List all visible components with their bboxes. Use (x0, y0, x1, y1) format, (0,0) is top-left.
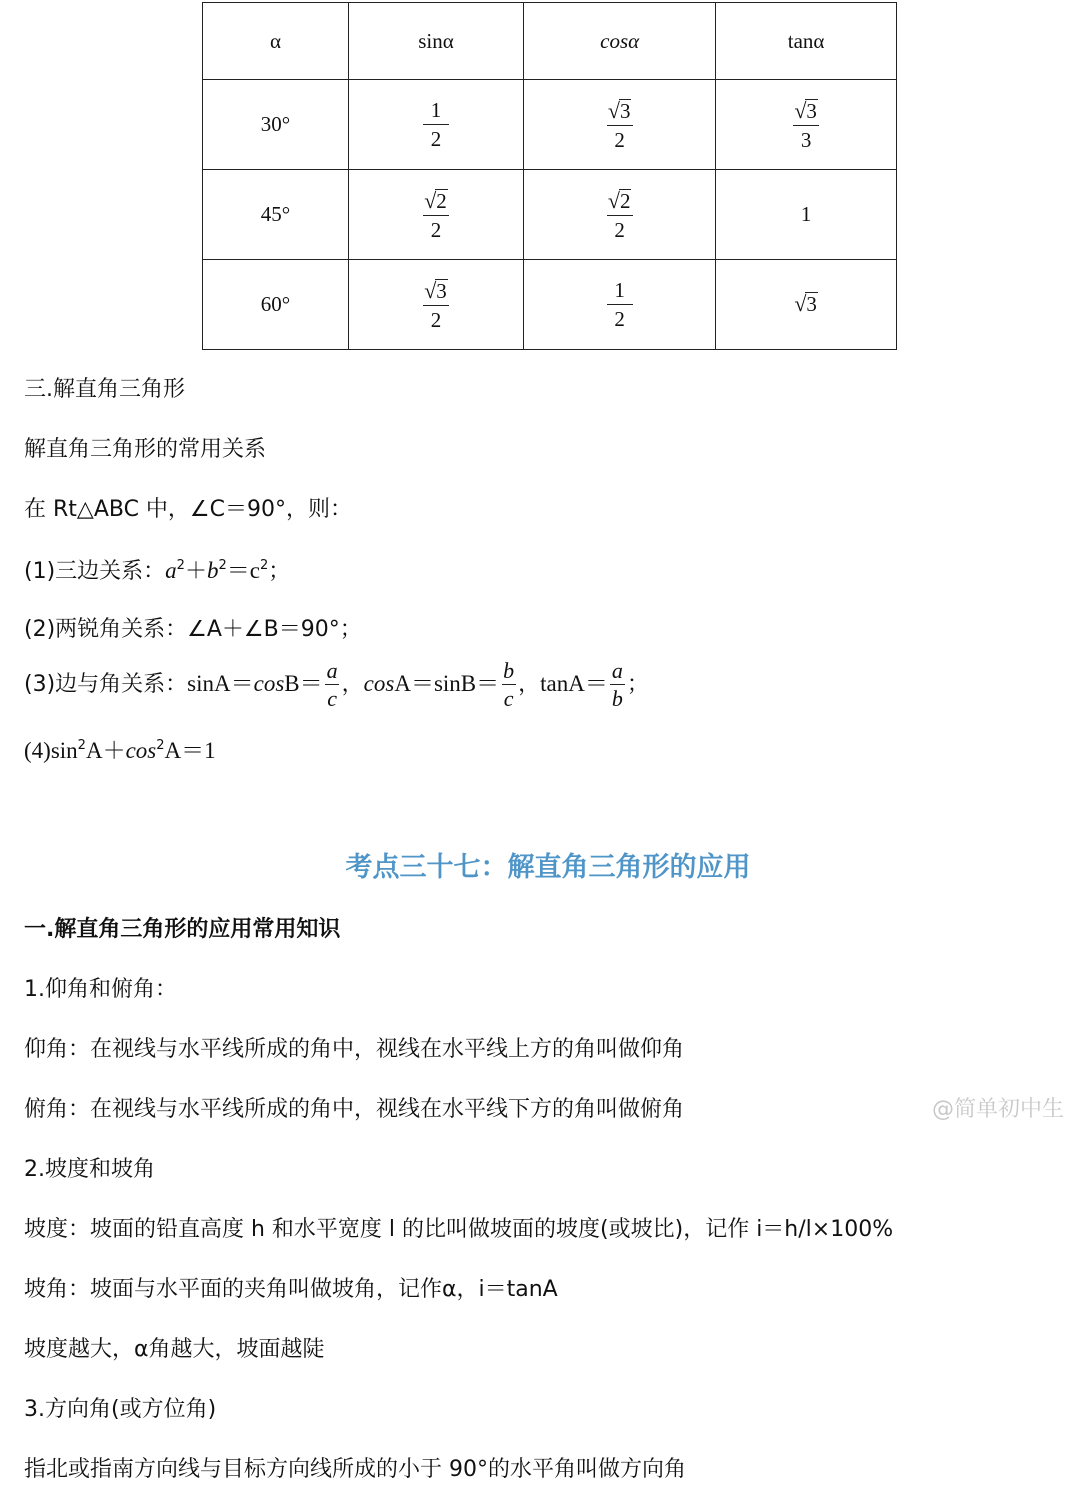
angle-cell: 30° (203, 80, 349, 170)
item4-prefix: (4)sin (24, 738, 78, 763)
fraction (605, 99, 635, 151)
cos-text: cos (253, 671, 285, 696)
sqrt-expression (424, 189, 448, 212)
header-tan: tanα (716, 3, 897, 80)
fraction (791, 99, 821, 151)
b-eq: B＝ (284, 671, 323, 696)
sin60-cell (348, 260, 523, 350)
sin-a-eq: sinA＝ (187, 671, 254, 696)
sqrt-sign: √ (607, 187, 620, 213)
topic-line: 1.仰角和俯角： (24, 977, 177, 1002)
topic-line: 坡度越大，α角越大，坡面越陡 (24, 1337, 325, 1362)
sqrt-sign: √ (424, 277, 437, 303)
topic-title: 考点三十七：解直角三角形的应用 (345, 852, 751, 883)
a-eq-sinb: A＝sinB＝ (394, 671, 500, 696)
fraction (607, 277, 633, 331)
relation-item-4 (24, 732, 216, 765)
fraction (605, 189, 635, 241)
numerator: 1 (614, 277, 625, 302)
section3-heading: 三.解直角三角形 (24, 377, 185, 402)
fraction-a-over-b (610, 660, 625, 710)
radicand: 3 (436, 278, 447, 303)
fraction (421, 189, 451, 241)
plus-sign: ＋ (184, 559, 207, 584)
sqrt-expression (424, 279, 448, 302)
tan30-cell (716, 80, 897, 170)
semicolon: ； (268, 559, 291, 584)
sqrt-sign: √ (607, 97, 620, 123)
item-label: (3)边与角关系： (24, 672, 188, 697)
exponent: 2 (218, 558, 227, 573)
exponent: 2 (176, 558, 185, 573)
tan45-cell: 1 (716, 170, 897, 260)
semicolon: ； (626, 672, 649, 697)
header-cos: cosα (524, 3, 716, 80)
numerator: a (326, 658, 338, 683)
exponent: 2 (77, 738, 86, 753)
var-b: b (206, 558, 219, 583)
tan60-cell (716, 260, 897, 350)
numerator: b (503, 658, 515, 683)
fraction (423, 97, 449, 151)
tan-a-eq: tanA＝ (540, 671, 608, 696)
topic-line: 坡角：坡面与水平面的夹角叫做坡角，记作α，i＝tanA (24, 1277, 558, 1302)
exponent: 2 (259, 558, 269, 573)
sqrt-expression (794, 292, 818, 315)
topic-line: 指北或指南方向线与目标方向线所成的小于 90°的水平角叫做方向角 (24, 1457, 686, 1482)
sqrt-expression (794, 99, 818, 122)
radicand: 3 (619, 98, 631, 123)
cos-text: cos (125, 738, 157, 763)
sin30-cell (348, 80, 523, 170)
radicand: 3 (806, 292, 817, 316)
numerator: a (611, 658, 623, 683)
condition-line: 在 Rt△ABC 中，∠C＝90°，则： (24, 497, 353, 522)
angle-cell: 60° (203, 260, 349, 350)
denominator: c (503, 686, 514, 711)
relation-item-1 (24, 552, 290, 585)
trig-values-table (202, 2, 897, 350)
relation-item-3 (24, 660, 649, 710)
fraction (421, 279, 451, 331)
comma: ， (341, 672, 364, 697)
sqrt-sign: √ (794, 291, 807, 316)
item-label: (1)三边关系： (24, 559, 166, 584)
cos60-cell (524, 260, 716, 350)
topic-line: 俯角：在视线与水平线所成的角中，视线在水平线下方的角叫做俯角 (24, 1097, 685, 1122)
numerator: 1 (430, 97, 442, 122)
denominator: 2 (607, 215, 633, 241)
comma: ， (518, 672, 541, 697)
sqrt-expression (608, 189, 632, 212)
sqrt-expression (608, 99, 632, 122)
denominator: 2 (423, 305, 449, 331)
topic-heading: 一.解直角三角形的应用常用知识 (24, 917, 341, 942)
equals-c: ＝c (226, 558, 260, 583)
sqrt-sign: √ (794, 97, 807, 123)
sin45-cell (348, 170, 523, 260)
header-sin: sinα (348, 3, 523, 80)
a-eq-one: A＝1 (164, 738, 216, 763)
fraction-b-over-c (501, 660, 516, 710)
denominator: 2 (607, 125, 633, 151)
table-row (203, 170, 897, 260)
topic-line: 坡度：坡面的铅直高度 h 和水平宽度 l 的比叫做坡面的坡度(或坡比)，记作 i＝h/l×100% (24, 1217, 894, 1242)
sqrt-sign: √ (424, 187, 437, 213)
table-row (203, 80, 897, 170)
section3-subheading: 解直角三角形的常用关系 (24, 437, 267, 462)
denominator: 2 (423, 124, 449, 150)
fraction-a-over-c (325, 660, 340, 710)
table-header-row (203, 3, 897, 80)
radicand: 2 (619, 188, 631, 213)
watermark: @简单初中生 (932, 1097, 1065, 1122)
var-a: a (165, 558, 177, 583)
denominator: c (327, 686, 338, 711)
cos30-cell (524, 80, 716, 170)
cos-text: cos (363, 671, 395, 696)
relation-item-2: (2)两锐角关系：∠A＋∠B＝90°； (24, 617, 362, 642)
radicand: 2 (436, 188, 447, 213)
angle-cell: 45° (203, 170, 349, 260)
radicand: 3 (806, 98, 817, 123)
cos45-cell (524, 170, 716, 260)
a-plus: A＋ (85, 738, 126, 763)
header-alpha: α (203, 3, 349, 80)
denominator: b (611, 686, 623, 711)
exponent: 2 (156, 738, 165, 753)
topic-line: 3.方向角(或方位角) (24, 1397, 217, 1422)
denominator: 2 (423, 215, 449, 241)
denominator: 3 (793, 125, 819, 151)
table-row (203, 260, 897, 350)
topic-line: 2.坡度和坡角 (24, 1157, 155, 1182)
denominator: 2 (607, 304, 633, 330)
topic-line: 仰角：在视线与水平线所成的角中，视线在水平线上方的角叫做仰角 (24, 1037, 685, 1062)
